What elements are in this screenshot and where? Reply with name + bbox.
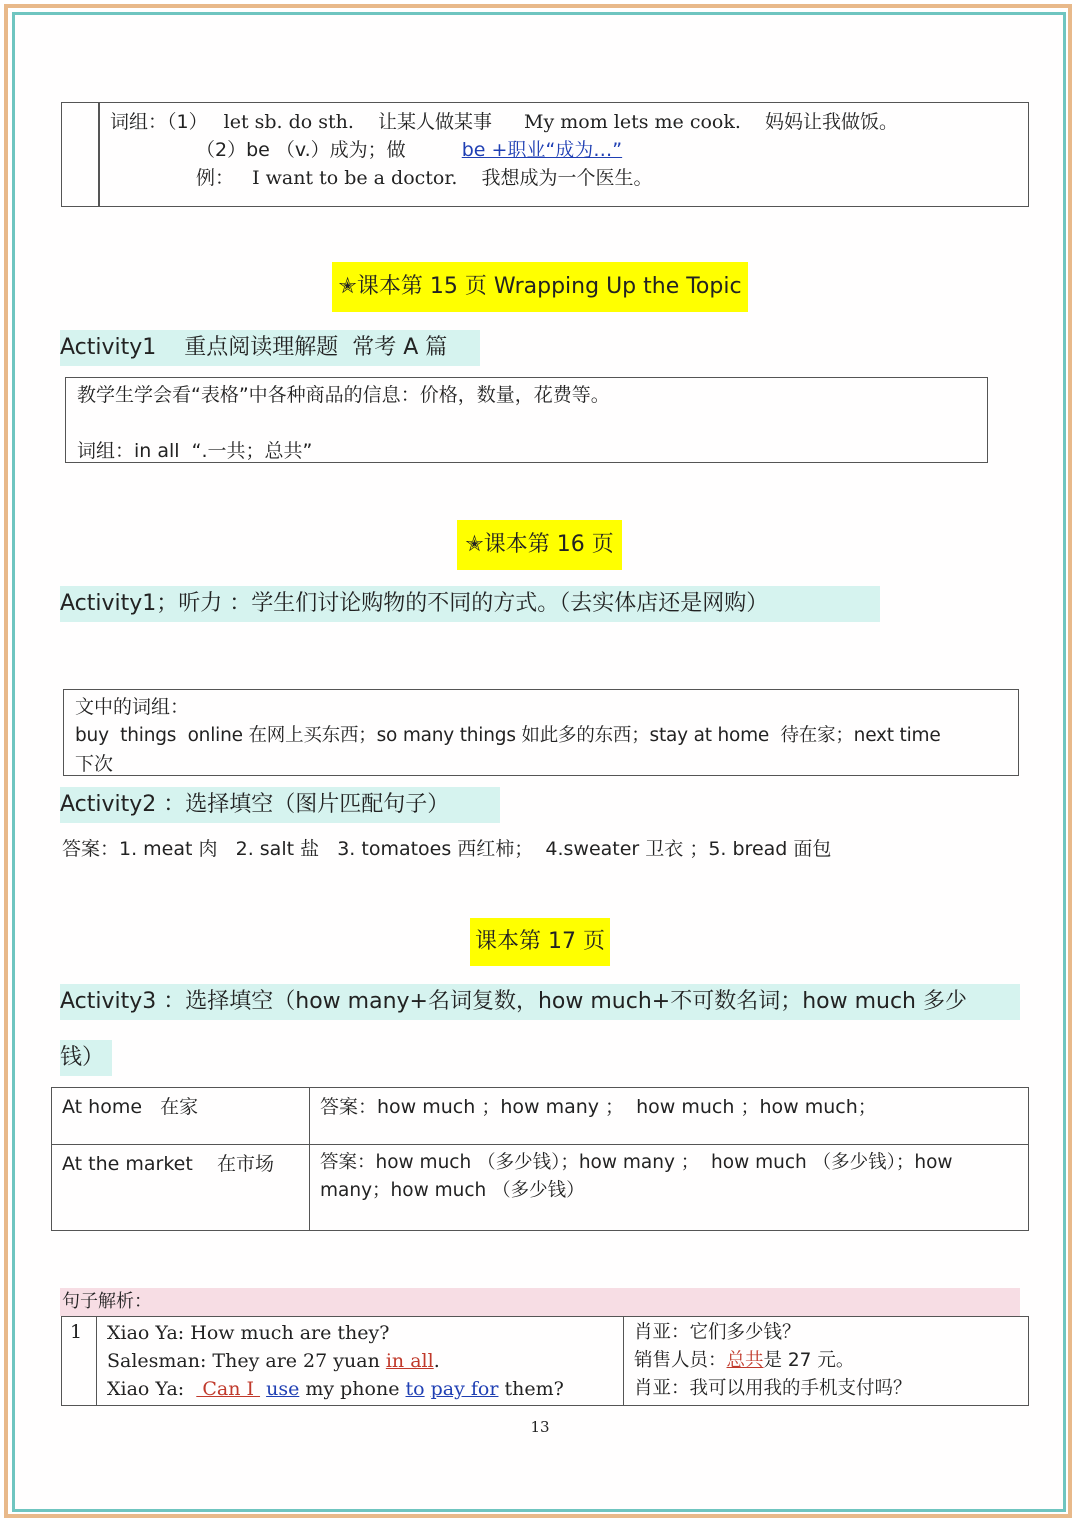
activity3-title-line1: Activity3 ：选择填空（how many+名词复数，how much+不可数名词；how much 多少 (60, 984, 1020, 1020)
box-line-2 (196, 135, 622, 162)
line1-phrase: let sb. do sth. (223, 111, 354, 133)
page-number: 13 (530, 1418, 550, 1436)
zh-line-1: 肖亚：它们多少钱？ (634, 1322, 801, 1343)
en-line-1: Xiao Ya: How much are they? (107, 1322, 390, 1344)
activity1-page15-title: Activity1 重点阅读理解题 常考 A 篇 (60, 330, 480, 366)
line1-example-zh: 妈妈让我做饭。 (764, 111, 898, 133)
line2-text: （2）be （v.）成为；做 (196, 139, 406, 161)
heading-page-15: ✭课本第 15 页 Wrapping Up the Topic (332, 262, 748, 312)
zh2-label: 销售人员： (634, 1350, 727, 1371)
sentence-english (97, 1317, 624, 1406)
en2-highlight: in all (385, 1350, 434, 1372)
en3-use: use (266, 1378, 300, 1400)
en2-end: . (433, 1350, 440, 1372)
line2-link: be +职业“成为…” (461, 139, 623, 161)
en-line-3 (107, 1375, 613, 1403)
en3-phone: my phone (299, 1378, 406, 1400)
box16-line-1: 文中的词组： (75, 696, 190, 718)
sentence-chinese (624, 1317, 1029, 1406)
sentence-number: 1 (62, 1317, 97, 1406)
activity2-answers: 答案：1. meat 肉 2. salt 盐 3. tomatoes 西红柿； 4.sweater 卫衣 ；5. bread 面包 (62, 838, 832, 860)
box15-line-1: 教学生学会看“表格”中各种商品的信息：价格，数量，花费等。 (77, 384, 610, 406)
heading-page-16: ✭课本第 16 页 (457, 520, 622, 570)
zh2-highlight: 总共 (726, 1350, 764, 1371)
line3-label: 例： (196, 167, 235, 189)
table-row (52, 1088, 1029, 1145)
row-label-market: At the market 在市场 (52, 1145, 310, 1231)
en3-can-i: Can I (196, 1378, 261, 1400)
line3-example: I want to be a doctor. (252, 167, 458, 189)
activity3-answer-table (51, 1087, 1029, 1231)
heading-page-17: 课本第 17 页 (470, 918, 610, 966)
sentence-table (61, 1316, 1029, 1406)
activity3-title-line2: 钱） (60, 1040, 112, 1076)
en2-text: Salesman: They are 27 yuan (107, 1350, 386, 1372)
en3-to: to (405, 1378, 425, 1400)
en3-pay-for: pay for (430, 1378, 499, 1400)
box-left-column (98, 103, 100, 206)
en-line-2 (107, 1347, 613, 1375)
info-box-16 (63, 689, 1019, 776)
table-row (52, 1145, 1029, 1231)
box16-line-2: buy things online 在网上买东西；so many things 如此多的东西；stay at home 待在家；next time (75, 725, 941, 746)
zh-line-2 (634, 1347, 1018, 1375)
zh-line-3: 肖亚：我可以用我的手机支付吗？ (634, 1378, 912, 1399)
box-line-1 (110, 107, 898, 134)
en3-end: them? (498, 1378, 564, 1400)
en3-label: Xiao Ya: (107, 1378, 197, 1400)
row-answer-home: 答案：how much ；how many ； how much ；how much； (310, 1088, 1029, 1145)
activity1-page16-title: Activity1；听力 ：学生们讨论购物的不同的方式。（去实体店还是网购） (60, 586, 880, 622)
line3-example-zh: 我想成为一个医生。 (481, 167, 653, 189)
line1-label: 词组：（1） (110, 111, 208, 133)
table-row (62, 1317, 1029, 1406)
row-label-home: At home 在家 (52, 1088, 310, 1145)
box15-line-2: 词组：in all “.一共；总共” (77, 440, 313, 462)
box16-line-3: 下次 (75, 753, 114, 775)
line1-meaning: 让某人做某事 (377, 111, 492, 133)
activity2-title: Activity2 ：选择填空（图片匹配句子） (60, 787, 500, 823)
box-line-3 (196, 163, 652, 190)
phrase-box-top (61, 102, 1029, 207)
info-box-15 (65, 377, 988, 463)
row-answer-market: 答案：how much （多少钱）；how many ； how much （多少钱）；how many；how much （多少钱） (310, 1145, 1029, 1231)
line1-example: My mom lets me cook. (524, 111, 741, 133)
sentence-analysis-header: 句子解析： (60, 1288, 1020, 1316)
zh2-end: 是 27 元。 (763, 1350, 855, 1371)
